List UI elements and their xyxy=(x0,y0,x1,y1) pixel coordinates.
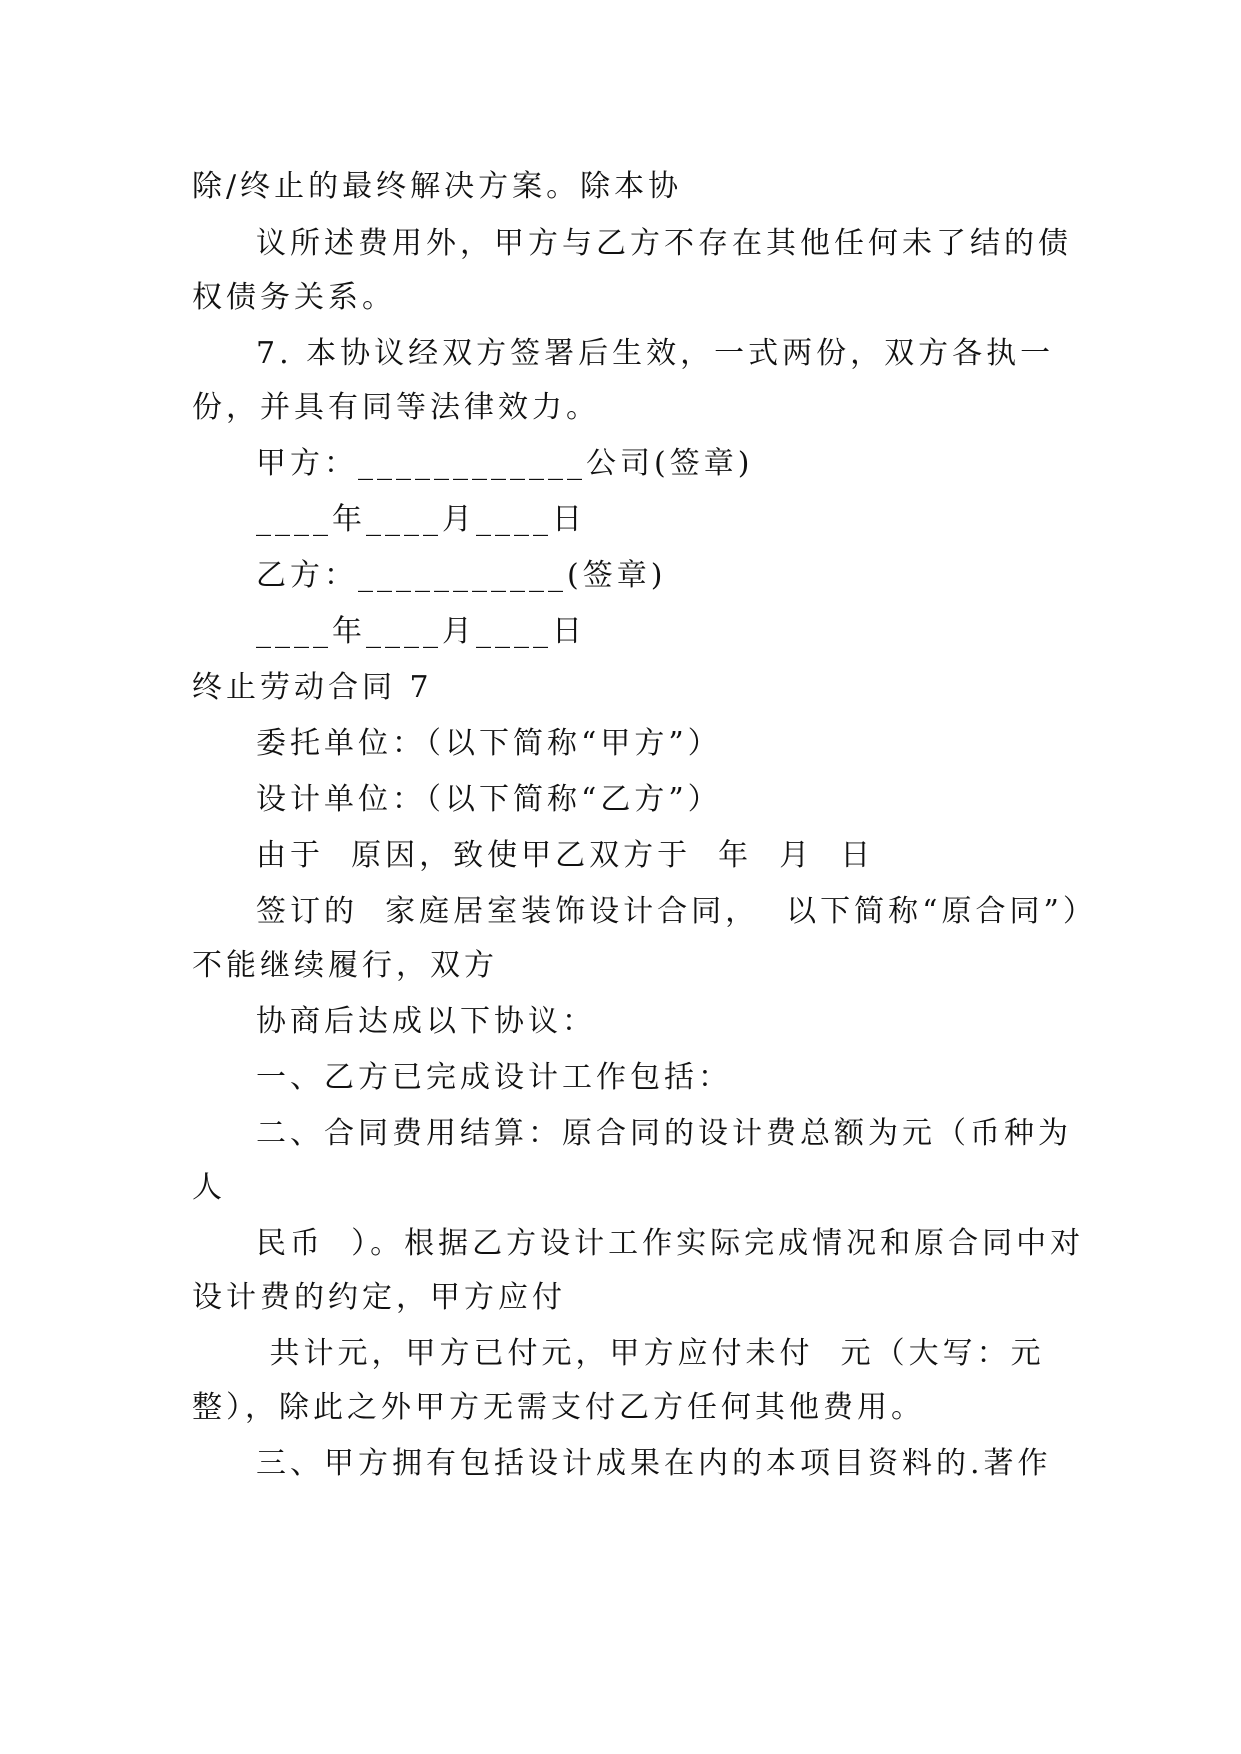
text-line: 份，并具有同等法律效力。 xyxy=(192,390,600,425)
text-line: 设计单位：（以下简称“乙方”） xyxy=(256,782,722,817)
text-line: 除/终止的最终解决方案。除本协 xyxy=(192,169,683,204)
text-line: 设计费的约定，甲方应付 xyxy=(192,1280,566,1315)
text-line: 协商后达成以下协议： xyxy=(256,1004,596,1039)
text-line: 7. 本协议经双方签署后生效，一式两份，双方各执一 xyxy=(256,336,1055,371)
text-line: 一、乙方已完成设计工作包括： xyxy=(256,1060,732,1095)
text-line: ____年____月____日 xyxy=(256,502,586,537)
text-line: 签订的 家庭居室装饰设计合同， 以下简称“原合同”） xyxy=(256,894,1097,929)
text-line: 不能继续履行，双方 xyxy=(192,948,498,983)
text-line: 甲方：____________公司(签章) xyxy=(256,446,754,481)
text-line: 议所述费用外，甲方与乙方不存在其他任何未了结的债 xyxy=(256,226,1072,261)
text-line: 三、甲方拥有包括设计成果在内的本项目资料的.著作 xyxy=(256,1446,1052,1481)
text-line: 权债务关系。 xyxy=(192,280,396,315)
text-line: 委托单位：（以下简称“甲方”） xyxy=(256,726,722,761)
text-line: ____年____月____日 xyxy=(256,614,586,649)
text-line: 由于 原因，致使甲乙双方于 年 月 日 xyxy=(256,838,875,873)
text-line: 民币 ）。根据乙方设计工作实际完成情况和原合同中对 xyxy=(256,1226,1085,1261)
text-line: 整），除此之外甲方无需支付乙方任何其他费用。 xyxy=(192,1390,925,1425)
text-line: 人 xyxy=(192,1170,226,1205)
text-line: 乙方：___________(签章) xyxy=(256,558,667,593)
text-line: 二、合同费用结算：原合同的设计费总额为元（币种为 xyxy=(256,1116,1072,1151)
text-line: 共计元，甲方已付元，甲方应付未付 元（大写：元 xyxy=(256,1336,1045,1371)
section-heading: 终止劳动合同 7 xyxy=(192,670,433,705)
